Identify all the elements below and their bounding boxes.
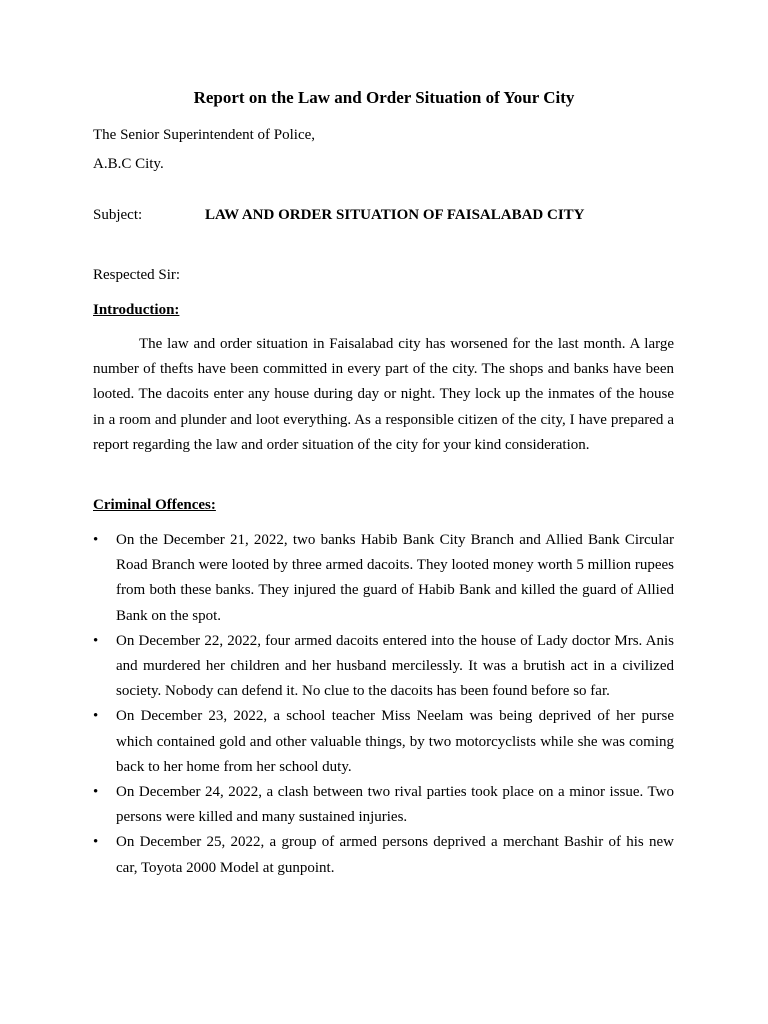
criminal-offences-heading: Criminal Offences:	[93, 497, 216, 513]
offence-text: On December 22, 2022, four armed dacoits entered into the house of Lady doctor Mrs. Anis and murdered her children and her husband mercilessly. It was a brutish act in a civilized society. Nobody can defend it. No clue to the dacoits has been found before so far.	[116, 632, 674, 700]
list-item	[93, 528, 674, 629]
recipient-line-2: A.B.C City.	[93, 156, 164, 172]
document-title: Report on the Law and Order Situation of Your City	[193, 88, 575, 107]
subject-text: LAW AND ORDER SITUATION OF FAISALABAD CITY	[205, 207, 585, 223]
offence-text: On December 24, 2022, a clash between two rival parties took place on a minor issue. Two persons were killed and many sustained injuries.	[116, 784, 674, 826]
offences-list	[93, 528, 674, 881]
offence-text: On the December 21, 2022, two banks Habib Bank City Branch and Allied Bank Circular Road Branch were looted by three armed dacoits. They looted money worth 5 million rupees from both these banks. They injured the guard of Habib Bank and killed the guard of Allied Bank on the spot.	[116, 532, 674, 624]
introduction-paragraph: The law and order situation in Faisalabad city has worsened for the last month. A large number of thefts have been committed in every part of the city. The shops and banks have been looted. The dacoits enter any house during day or night. They lock up the inmates of the house in a room and plunder and loot everything. As a responsible citizen of the city, I have prepared a report regarding the law and order situation of the city for your kind consideration.	[93, 336, 674, 453]
list-item	[93, 780, 674, 830]
list-item	[93, 830, 674, 880]
offence-text: On December 23, 2022, a school teacher Miss Neelam was being deprived of her purse which contained gold and other valuable things, by two motorcyclists while she was coming back to her home from her school duty.	[116, 708, 674, 775]
list-item	[93, 704, 674, 780]
bullet-icon: •	[93, 834, 99, 851]
bullet-icon: •	[93, 708, 99, 725]
bullet-icon: •	[93, 632, 99, 649]
introduction-heading: Introduction:	[93, 302, 180, 318]
salutation: Respected Sir:	[93, 267, 181, 283]
bullet-icon: •	[93, 532, 99, 548]
subject-label: Subject:	[93, 207, 143, 223]
list-item	[93, 629, 674, 705]
recipient-line-1: The Senior Superintendent of Police,	[93, 127, 316, 143]
bullet-icon: •	[93, 784, 99, 801]
offence-text: On December 25, 2022, a group of armed persons deprived a merchant Bashir of his new car, Toyota 2000 Model at gunpoint.	[116, 834, 674, 876]
